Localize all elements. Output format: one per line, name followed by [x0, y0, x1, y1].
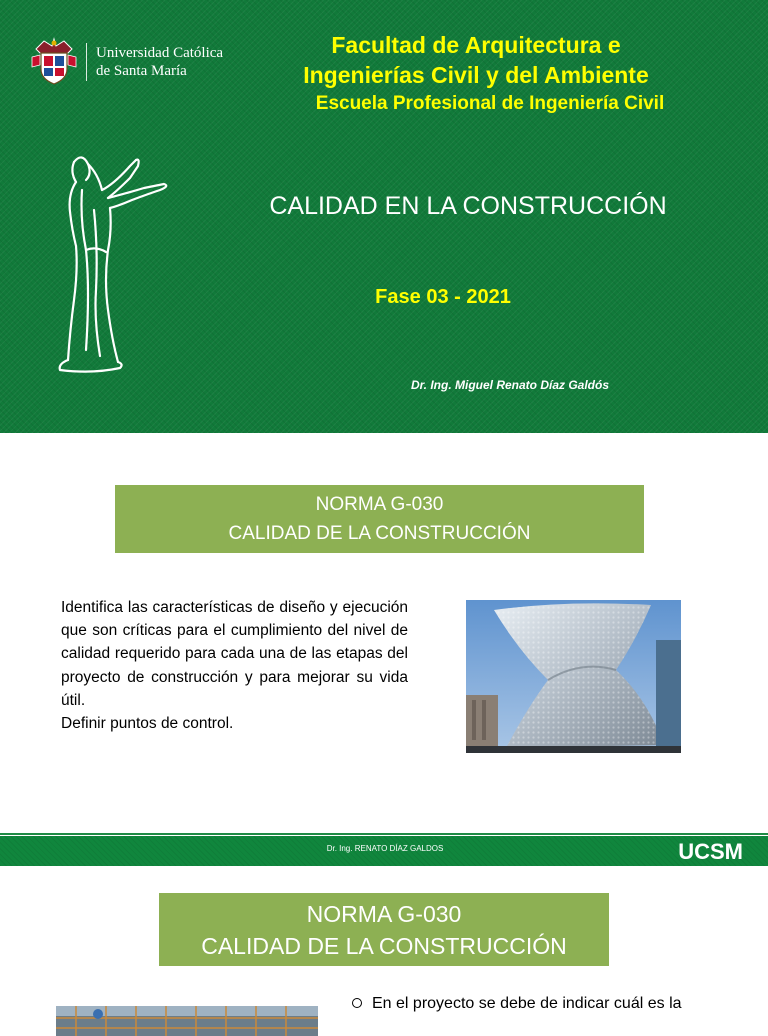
norma-banner [115, 485, 644, 553]
footer-divider [0, 833, 768, 835]
school-name: Escuela Profesional de Ingeniería Civil [315, 93, 665, 114]
phase-label: Fase 03 - 2021 [375, 286, 511, 308]
faculty-title [276, 30, 676, 90]
faculty-title-line1: Facultad de Arquitectura e [331, 32, 621, 58]
cover-author: Dr. Ing. Miguel Renato Díaz Galdós [410, 378, 610, 392]
university-name-line1: Universidad Católica [96, 45, 224, 61]
faculty-title-line2: Ingenierías Civil y del Ambiente [303, 62, 649, 88]
university-name [96, 44, 223, 80]
description-paragraph: Identifica las características de diseño y ejecución que son críticas para el cumplimiento del nivel de calidad requerido para cada una de las etapas del proyecto de construcción y para mejorar su vida útil. [61, 599, 408, 709]
footer-bar [0, 836, 768, 866]
logo-divider [86, 43, 87, 81]
norma-banner-2-line2: CALIDAD DE LA CONSTRUCCIÓN [201, 933, 567, 959]
university-name-line2: de Santa María [96, 63, 187, 79]
norma-banner-line1: NORMA G-030 [315, 494, 444, 515]
university-crest-icon [28, 35, 80, 87]
ucsm-logo: UCSM [678, 839, 743, 864]
virgin-mary-outline-icon [52, 150, 177, 375]
description-text [61, 596, 408, 735]
norma-banner-2 [159, 893, 609, 966]
description-paragraph: Definir puntos de control. [61, 715, 234, 733]
norma-banner-line2: CALIDAD DE LA CONSTRUCCIÓN [228, 523, 531, 544]
construction-site-photo [56, 1006, 318, 1036]
museo-soumaya-photo [466, 600, 681, 753]
cover-slide [0, 0, 768, 433]
bullet-text-line: En el proyecto se debe de indicar cuál es la [372, 995, 682, 1012]
bullet-text [350, 993, 720, 1015]
norma-banner-2-line1: NORMA G-030 [306, 901, 462, 927]
footer-author: Dr. Ing. RENATO DÍAZ GALDOS [326, 844, 444, 853]
course-title: CALIDAD EN LA CONSTRUCCIÓN [269, 192, 667, 220]
